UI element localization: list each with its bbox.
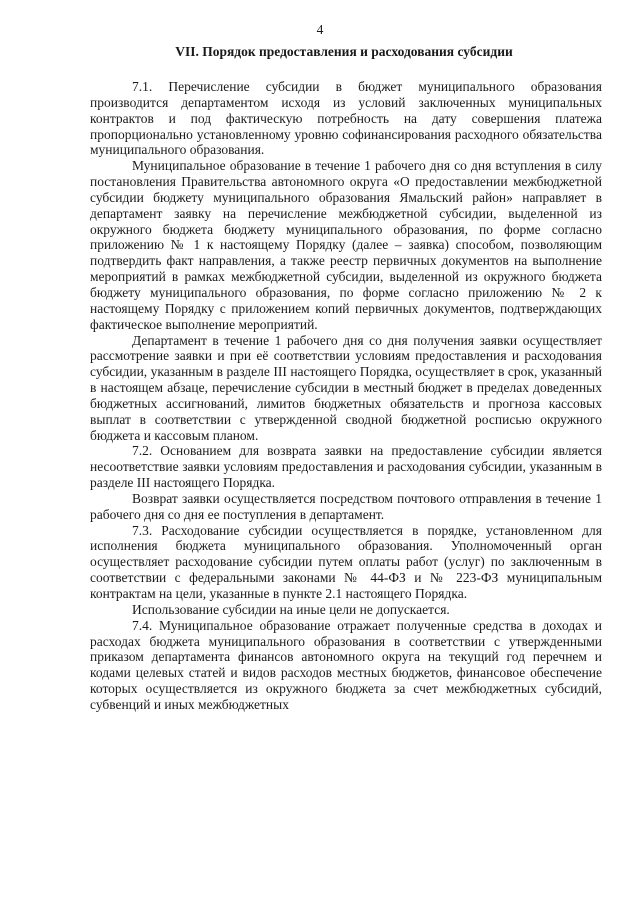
paragraph-7-1: 7.1. Перечисление субсидии в бюджет муниципального образования производится департаментом исходя из условий заключенных муниципальных контрактов и под фактическую потребность на дату совершения платежа пропорционально установленному уровню софинансирования расходного обязательства муниципального образования. [90,79,602,158]
paragraph-department-review: Департамент в течение 1 рабочего дня со дня получения заявки осуществляет рассмотрение заявки и при её соответствии условиям предоставления и расходования субсидии, указанным в разделе III настоящего Порядка, осуществляет в срок, указанный в настоящем абзаце, перечисление субсидии в местный бюджет в пределах доведенных бюджетных ассигнований, лимитов бюджетных обязательств и прогноза кассовых выплат в соответствии с утвержденной сводной бюджетной росписью окружного бюджета и кассовым планом. [90,332,602,443]
page-number: 4 [316,22,324,37]
paragraph-7-3: 7.3. Расходование субсидии осуществляется в порядке, установленном для исполнения бюджета муниципального образования. Уполномоченный орган осуществляет расходование субсидии путем оплаты работ (услуг) по заключенным в соответствии с федеральными законами № 44-ФЗ и № 223-ФЗ муниципальным контрактам на цели, указанные в пункте 2.1 настоящего Порядка. [90,522,602,601]
paragraph-7-4: 7.4. Муниципальное образование отражает полученные средства в доходах и расходах бюджета муниципального образования в соответствии с утвержденными приказом департамента финансов автономного округа на текущий год перечнем и кодами целевых статей и видов расходов местных бюджетов, финансовое обеспечение которых осуществляется из окружного бюджета за счет межбюджетных субсидий, субвенций и иных межбюджетных [90,617,602,712]
section-title: VII. Порядок предоставления и расходования субсидии [175,44,513,59]
paragraph-7-2: 7.2. Основанием для возврата заявки на предоставление субсидии является несоответствие заявки условиям предоставления и расходования субсидии, указанным в разделе III настоящего Порядка. [90,443,602,491]
paragraph-other-purposes: Использование субсидии на иные цели не допускается. [132,601,450,617]
document-body [90,79,602,713]
paragraph-application-submission: Муниципальное образование в течение 1 рабочего дня со дня вступления в силу постановления Правительства автономного округа «О предоставлении межбюджетной субсидии бюджету муниципального образования Ямальский район» направляет в департамент заявку на перечисление межбюджетной субсидии, выделенной из окружного бюджета бюджету муниципального образования, по форме согласно приложению № 1 к настоящему Порядку (далее – заявка) способом, позволяющим подтвердить факт направления, а также реестр первичных документов на выполнение мероприятий в рамках межбюджетной субсидии, выделенной из окружного бюджета бюджету муниципального образования, по форме согласно приложению № 2 к настоящему Порядку с приложением копий первичных документов, подтверждающих фактическое выполнение мероприятий. [90,158,602,332]
paragraph-application-return: Возврат заявки осуществляется посредством почтового отправления в течение 1 рабочего дня со дня ее поступления в департамент. [90,490,602,522]
